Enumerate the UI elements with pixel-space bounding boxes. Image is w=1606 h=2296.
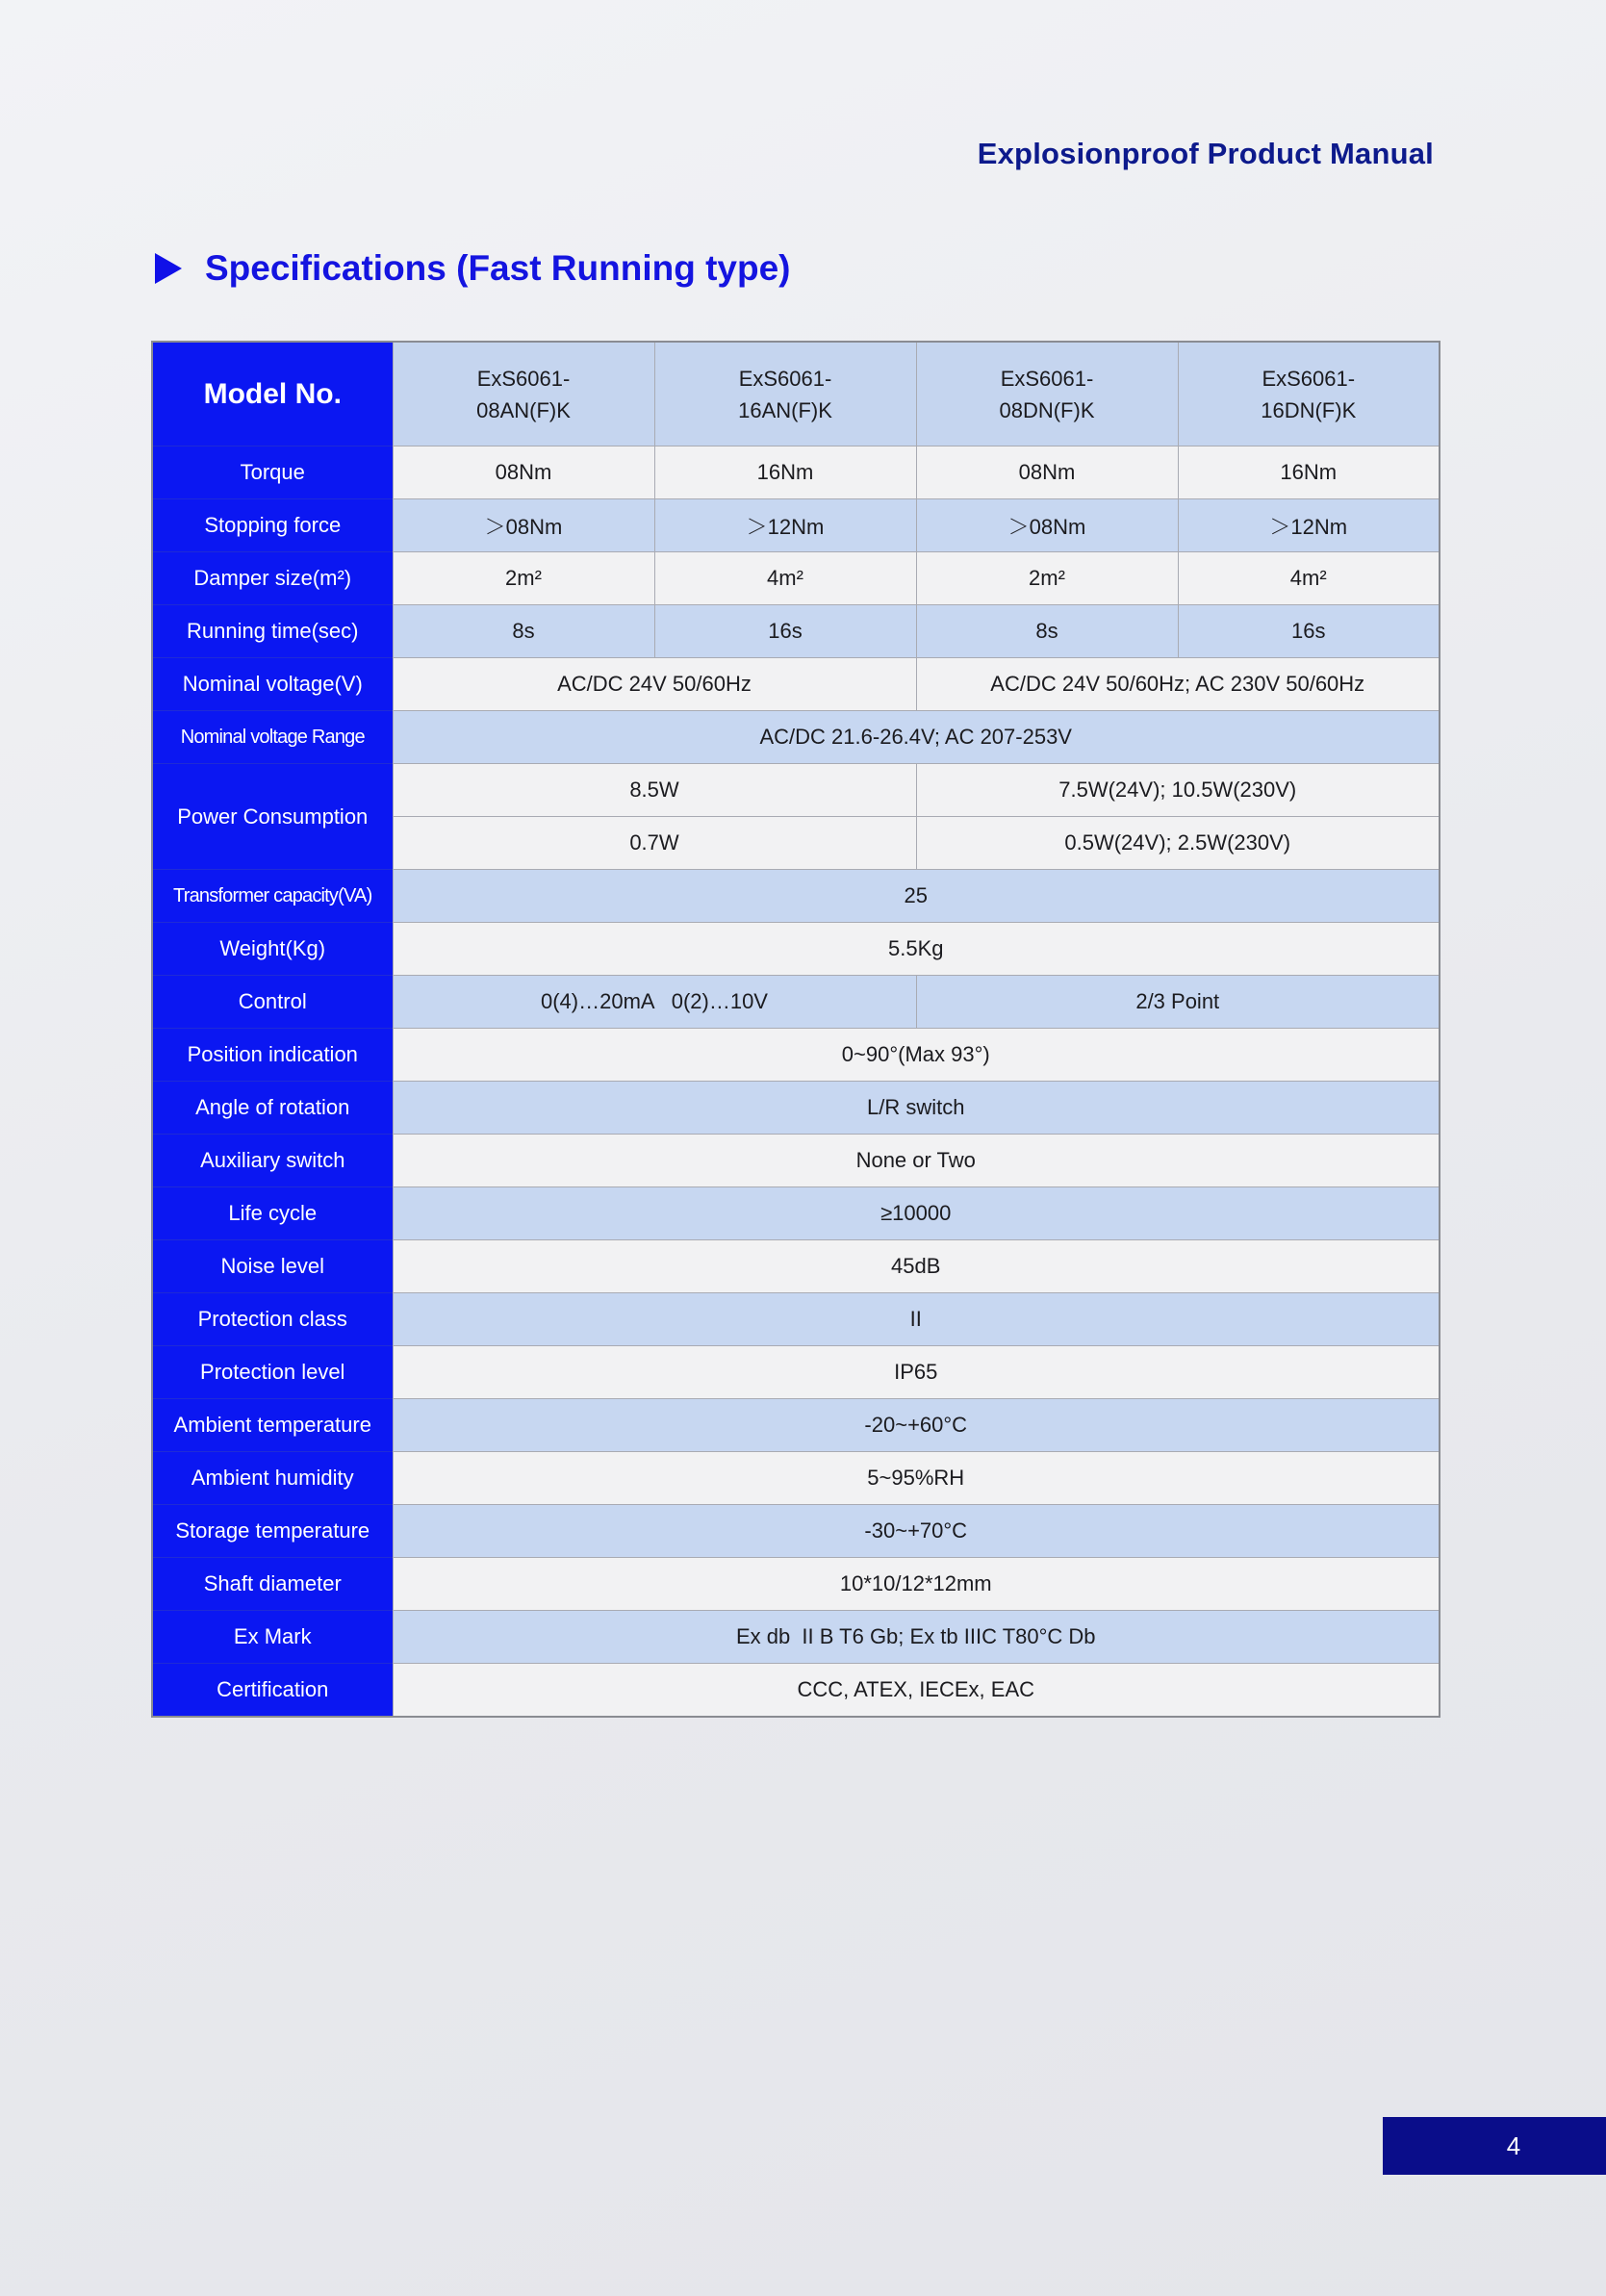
value-cell: 16Nm — [654, 446, 916, 499]
value-cell: 0.7W — [393, 817, 916, 870]
position-indication-row — [152, 1029, 1440, 1082]
row-label: Auxiliary switch — [152, 1135, 393, 1187]
control-row — [152, 976, 1440, 1029]
value-cell: AC/DC 21.6-26.4V; AC 207-253V — [393, 711, 1440, 764]
value-cell: ＞08Nm — [393, 499, 654, 552]
row-label: Life cycle — [152, 1187, 393, 1240]
value-cell: 4m² — [654, 552, 916, 605]
page-number: 4 — [1383, 2117, 1606, 2175]
row-label: Ex Mark — [152, 1611, 393, 1664]
ambient-temperature-row — [152, 1399, 1440, 1452]
value-cell: 2m² — [393, 552, 654, 605]
row-label: Torque — [152, 446, 393, 499]
row-label: Position indication — [152, 1029, 393, 1082]
value-cell: AC/DC 24V 50/60Hz — [393, 658, 916, 711]
value-cell: 0(4)…20mA 0(2)…10V — [393, 976, 916, 1029]
nominal-voltage-range-row — [152, 711, 1440, 764]
value-cell: 8s — [393, 605, 654, 658]
value-cell: 4m² — [1178, 552, 1440, 605]
value-cell: 2m² — [916, 552, 1178, 605]
stopping-force-row — [152, 499, 1440, 552]
model-cell: ExS6061- 08DN(F)K — [916, 342, 1178, 446]
value-cell: 0.5W(24V); 2.5W(230V) — [916, 817, 1440, 870]
transformer-capacity-row — [152, 870, 1440, 923]
model-cell: ExS6061- 16DN(F)K — [1178, 342, 1440, 446]
value-cell: 25 — [393, 870, 1440, 923]
row-label: Certification — [152, 1664, 393, 1718]
row-label: Noise level — [152, 1240, 393, 1293]
value-cell: AC/DC 24V 50/60Hz; AC 230V 50/60Hz — [916, 658, 1440, 711]
row-label: Running time(sec) — [152, 605, 393, 658]
value-cell: L/R switch — [393, 1082, 1440, 1135]
value-cell: Ex db II B T6 Gb; Ex tb IIIC T80°C Db — [393, 1611, 1440, 1664]
value-cell: 8.5W — [393, 764, 916, 817]
running-time-row — [152, 605, 1440, 658]
row-label: Nominal voltage Range — [152, 711, 393, 764]
section-heading — [155, 244, 791, 293]
certification-row — [152, 1664, 1440, 1718]
row-label: Ambient temperature — [152, 1399, 393, 1452]
value-cell: 8s — [916, 605, 1178, 658]
row-label: Power Consumption — [152, 764, 393, 870]
row-label: Protection level — [152, 1346, 393, 1399]
model-cell: ExS6061- 16AN(F)K — [654, 342, 916, 446]
power-consumption-row — [152, 764, 1440, 817]
row-label: Storage temperature — [152, 1505, 393, 1558]
model-label: Model No. — [152, 342, 393, 446]
damper-size-row — [152, 552, 1440, 605]
value-cell: 08Nm — [916, 446, 1178, 499]
section-title: Specifications (Fast Running type) — [205, 248, 791, 288]
value-cell: 7.5W(24V); 10.5W(230V) — [916, 764, 1440, 817]
row-label: Shaft diameter — [152, 1558, 393, 1611]
row-label: Transformer capacity(VA) — [152, 870, 393, 923]
noise-level-row — [152, 1240, 1440, 1293]
row-label: Protection class — [152, 1293, 393, 1346]
value-cell: CCC, ATEX, IECEx, EAC — [393, 1664, 1440, 1718]
row-label: Weight(Kg) — [152, 923, 393, 976]
value-cell: ＞12Nm — [1178, 499, 1440, 552]
row-label: Damper size(m²) — [152, 552, 393, 605]
protection-level-row — [152, 1346, 1440, 1399]
protection-class-row — [152, 1293, 1440, 1346]
value-cell: ＞12Nm — [654, 499, 916, 552]
value-cell: II — [393, 1293, 1440, 1346]
value-cell: 0~90°(Max 93°) — [393, 1029, 1440, 1082]
value-cell: IP65 — [393, 1346, 1440, 1399]
model-row — [152, 342, 1440, 446]
row-label: Nominal voltage(V) — [152, 658, 393, 711]
value-cell: -20~+60°C — [393, 1399, 1440, 1452]
model-cell: ExS6061- 08AN(F)K — [393, 342, 654, 446]
value-cell: 5~95%RH — [393, 1452, 1440, 1505]
value-cell: 16s — [1178, 605, 1440, 658]
play-arrow-icon — [155, 253, 182, 284]
shaft-diameter-row — [152, 1558, 1440, 1611]
ex-mark-row — [152, 1611, 1440, 1664]
value-cell: 5.5Kg — [393, 923, 1440, 976]
auxiliary-switch-row — [152, 1135, 1440, 1187]
row-label: Ambient humidity — [152, 1452, 393, 1505]
value-cell: ＞08Nm — [916, 499, 1178, 552]
value-cell: 16Nm — [1178, 446, 1440, 499]
value-cell: 45dB — [393, 1240, 1440, 1293]
life-cycle-row — [152, 1187, 1440, 1240]
row-label: Stopping force — [152, 499, 393, 552]
value-cell: ≥10000 — [393, 1187, 1440, 1240]
angle-of-rotation-row — [152, 1082, 1440, 1135]
value-cell: 10*10/12*12mm — [393, 1558, 1440, 1611]
weight-row — [152, 923, 1440, 976]
value-cell: 16s — [654, 605, 916, 658]
spec-table — [151, 341, 1440, 1718]
row-label: Control — [152, 976, 393, 1029]
value-cell: 08Nm — [393, 446, 654, 499]
nominal-voltage-row — [152, 658, 1440, 711]
storage-temperature-row — [152, 1505, 1440, 1558]
ambient-humidity-row — [152, 1452, 1440, 1505]
value-cell: None or Two — [393, 1135, 1440, 1187]
value-cell: 2/3 Point — [916, 976, 1440, 1029]
torque-row — [152, 446, 1440, 499]
manual-title: Explosionproof Product Manual — [977, 137, 1434, 170]
row-label: Angle of rotation — [152, 1082, 393, 1135]
value-cell: -30~+70°C — [393, 1505, 1440, 1558]
